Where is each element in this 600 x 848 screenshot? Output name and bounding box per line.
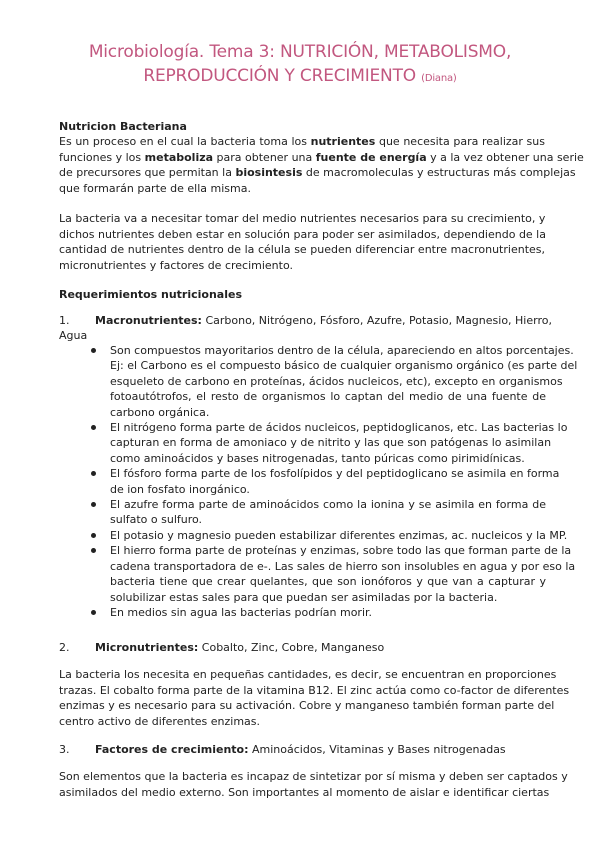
- bullet-dot: [91, 533, 96, 538]
- text-line: micronutrientes y factores de crecimiento.: [59, 258, 294, 272]
- factores-crecimiento-item: Factores de crecimiento: Aminoácidos, Vitaminas y Bases nitrogenadas: [95, 743, 506, 756]
- bullet-item: Son compuestos mayoritarios dentro de la célula, apareciendo en altos porcentajes. Ej: el Carbono es el compuesto básico de cualquier organismo orgánico (es parte del esqueleto de carbono en proteínas, ácidos nucleicos, etc), excepto en organismos fotoautótrofos, el resto de organismos lo captan del medio de una fuente de carbono orgánica.: [110, 343, 546, 420]
- bullet-dot: [91, 425, 96, 430]
- title-line-1: Microbiología. Tema 3: NUTRICIÓN, METABOLISMO,: [88, 42, 512, 62]
- text-line: asimilados del medio externo. Son importantes al momento de aislar e identificar ciertas: [59, 785, 550, 799]
- text-line: La bacteria los necesita en pequeñas cantidades, es decir, se encuentran en proporciones: [59, 668, 557, 681]
- macronutrientes-item: Macronutrientes: Carbono, Nitrógeno, Fósforo, Azufre, Potasio, Magnesio, Hierro,: [95, 314, 552, 327]
- bullet-item: El hierro forma parte de proteínas y enzimas, sobre todo las que forman parte de la cadena transportadora de e-. Las sales de hierro son insolubles en agua y por eso la bacteria tiene que crear quelantes, que son ionóforos y que van a capturar y solubilizar estas sales para que puedan ser asimiladas por la bacteria.: [110, 543, 546, 605]
- text-line: Es un proceso en el cual la bacteria toma los nutrientes que necesita para realizar sus: [59, 135, 545, 148]
- micronutrientes-paragraph: [59, 667, 570, 729]
- text-line: que formarán parte de ella misma.: [59, 181, 251, 195]
- bullet-item: El nitrógeno forma parte de ácidos nucleicos, peptidoglicanos, etc. Las bacterias lo capturan en forma de amoniaco y de nitrito y las que son patógenas lo asimilan como aminoácidos y bases nitrogenadas, tanto púricas como pirimidínicas.: [110, 420, 546, 466]
- bullet-item: El azufre forma parte de aminoácidos como la ionina y se asimila en forma de sulfato o sulfuro.: [110, 497, 546, 528]
- bullet-dot: [91, 610, 96, 615]
- bullet-dot: [91, 548, 96, 553]
- list-number-3: 3.: [59, 743, 70, 756]
- text-line: Son elementos que la bacteria es incapaz de sintetizar por sí misma y deben ser captados y: [59, 770, 568, 783]
- title-line-2-text: REPRODUCCIÓN Y CRECIMIENTO: [143, 66, 416, 86]
- text-line: centro activo de diferentes enzimas.: [59, 714, 261, 728]
- bullet-dot: [91, 348, 96, 353]
- list-number-2: 2.: [59, 641, 70, 654]
- factores-paragraph: [59, 769, 568, 800]
- text-line: enzimas y es necesario para su activación. Cobre y manganeso también forman parte del: [59, 699, 555, 712]
- list-number-1: 1.: [59, 314, 70, 327]
- bullet-item: El fósforo forma parte de los fosfolípidos y del peptidoglicano se asimila en forma de ion fosfato inorgánico.: [110, 466, 546, 497]
- section-heading-requerimientos: Requerimientos nutricionales: [59, 288, 243, 301]
- bullet-dot: [91, 502, 96, 507]
- macronutrientes-bullets: [110, 343, 578, 620]
- page-title: [40, 40, 560, 91]
- text-line: de precursores que permitan la biosintesis de macromoleculas y estructuras más complejas: [59, 166, 576, 179]
- section-heading-nutricion: Nutricion Bacteriana: [59, 120, 187, 133]
- macronutrientes-item-cont: Agua: [59, 329, 88, 342]
- title-line-2: [40, 64, 560, 91]
- micronutrientes-item: Micronutrientes: Cobalto, Zinc, Cobre, Manganeso: [95, 641, 385, 654]
- bullet-item: En medios sin agua las bacterias podrían morir.: [110, 605, 546, 620]
- text-line: dichos nutrientes deben estar en solución para poder ser asimilados, dependiendo de la: [59, 227, 546, 241]
- text-line: funciones y los metaboliza para obtener una fuente de energía y a la vez obtener una serie: [59, 150, 584, 164]
- text-line: La bacteria va a necesitar tomar del medio nutrientes necesarios para su crecimiento, y: [59, 212, 546, 225]
- bullet-item: El potasio y magnesio pueden estabilizar diferentes enzimas, ac. nucleicos y la MP.: [110, 528, 546, 543]
- intro-paragraph-1: [59, 134, 584, 196]
- intro-paragraph-2: [59, 211, 545, 273]
- author-tag: (Diana): [421, 73, 457, 84]
- bullet-dot: [91, 471, 96, 476]
- text-line: trazas. El cobalto forma parte de la vitamina B12. El zinc actúa como co-factor de diferentes: [59, 683, 570, 697]
- text-line: cantidad de nutrientes dentro de la célula se pueden diferenciar entre macronutrientes,: [59, 243, 545, 256]
